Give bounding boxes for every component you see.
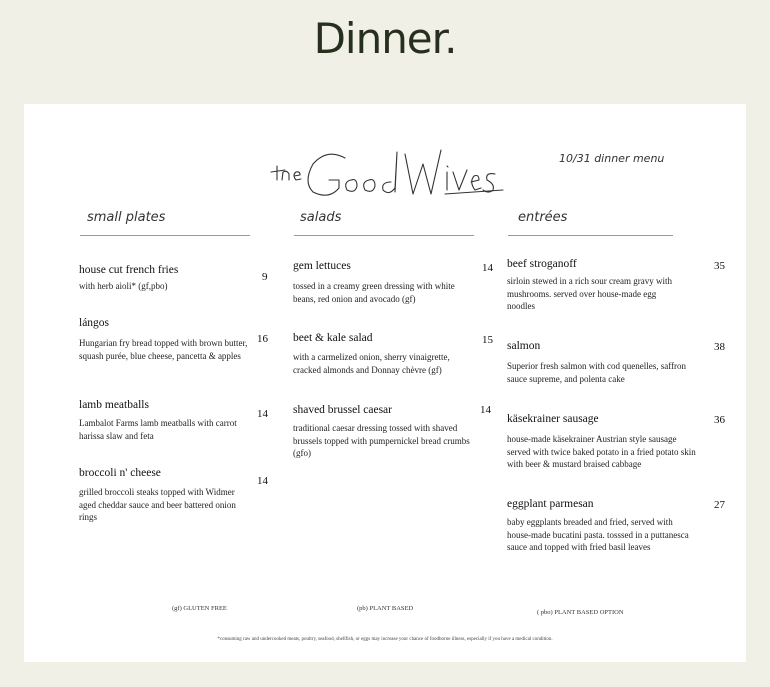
heading-small-plates: small plates [87,210,166,225]
menu-item-name: beef stroganoff [507,258,577,270]
menu-item-description: with herb aioli* (gf,pbo) [79,281,168,291]
disclaimer: *consuming raw and undercooked meats, poultry, seafood, shellfish, or eggs may increase your chance of foodborne illness, especially if you have a medical condition. [217,637,553,642]
divider [80,235,250,236]
menu-item-price: 15 [482,334,493,346]
menu-item-name: lamb meatballs [79,399,149,411]
menu-item-description: Hungarian fry bread topped with brown butter, squash purée, blue cheese, pancetta & apples [79,338,248,361]
page-title: Dinner. [313,14,457,63]
menu-item-name: beet & kale salad [293,332,373,344]
legend-plant-based-option: ( pbo) PLANT BASED OPTION [537,609,624,616]
menu-item-price: 14 [480,404,491,416]
legend-plant-based: (pb) PLANT BASED [357,605,414,612]
menu-item-description: with a carmelized onion, sherry vinaigrette, cracked almonds and Donnay chèvre (gf) [293,352,450,375]
menu-item-description: baby eggplants breaded and fried, served with house-made bucatini pasta. tosssed in a puttanesca sauce and topped with fried basil leaves [507,517,689,552]
menu-date: 10/31 dinner menu [559,152,665,165]
menu-item-name: shaved brussel caesar [293,404,392,416]
menu-item-name: broccoli n' cheese [79,467,161,479]
menu-item-price: 27 [714,499,725,511]
menu-item-description: Superior fresh salmon with cod quenelles, saffron sauce supreme, and polenta cake [507,361,687,384]
menu-item-description: Lambalot Farms lamb meatballs with carrot harissa slaw and feta [79,418,237,441]
divider [508,235,673,236]
menu-image [24,104,746,662]
menu-item-name: gem lettuces [293,260,351,272]
menu-item-name: eggplant parmesan [507,498,594,510]
menu-item-description: tossed in a creamy green dressing with white beans, red onion and avocado (gf) [293,281,455,304]
menu-item-description: grilled broccoli steaks topped with Widmer aged cheddar sauce and beer battered onion rings [79,487,236,522]
heading-entrees: entrées [518,210,568,225]
menu-item-name: salmon [507,340,541,352]
menu-item-price: 14 [482,262,493,274]
heading-salads: salads [300,210,342,225]
menu-item-price: 36 [714,414,725,426]
menu-item-price: 16 [257,333,268,345]
menu-item-description: sirloin stewed in a rich sour cream gravy with mushrooms. served over house-made egg noodles [507,276,672,311]
menu-item-name: käsekrainer sausage [507,413,599,425]
divider [294,235,474,236]
menu-item-description: house-made käsekrainer Austrian style sausage served with twice baked potato in a fried potato skin with beer & mustard braised cabbage [507,434,696,469]
menu-item-price: 9 [262,271,268,283]
menu-item-name: house cut french fries [79,264,179,276]
menu-item-description: traditional caesar dressing tossed with shaved brussels topped with pumpernickel bread crumbs (gfo) [293,423,470,458]
menu-item-price: 14 [257,408,268,420]
good-wives-logo [267,142,507,206]
menu-item-price: 35 [714,260,725,272]
legend-gluten-free: (gf) GLUTEN FREE [172,605,227,612]
menu-item-name: lángos [79,317,110,329]
menu-item-price: 14 [257,475,268,487]
menu-item-price: 38 [714,341,725,353]
